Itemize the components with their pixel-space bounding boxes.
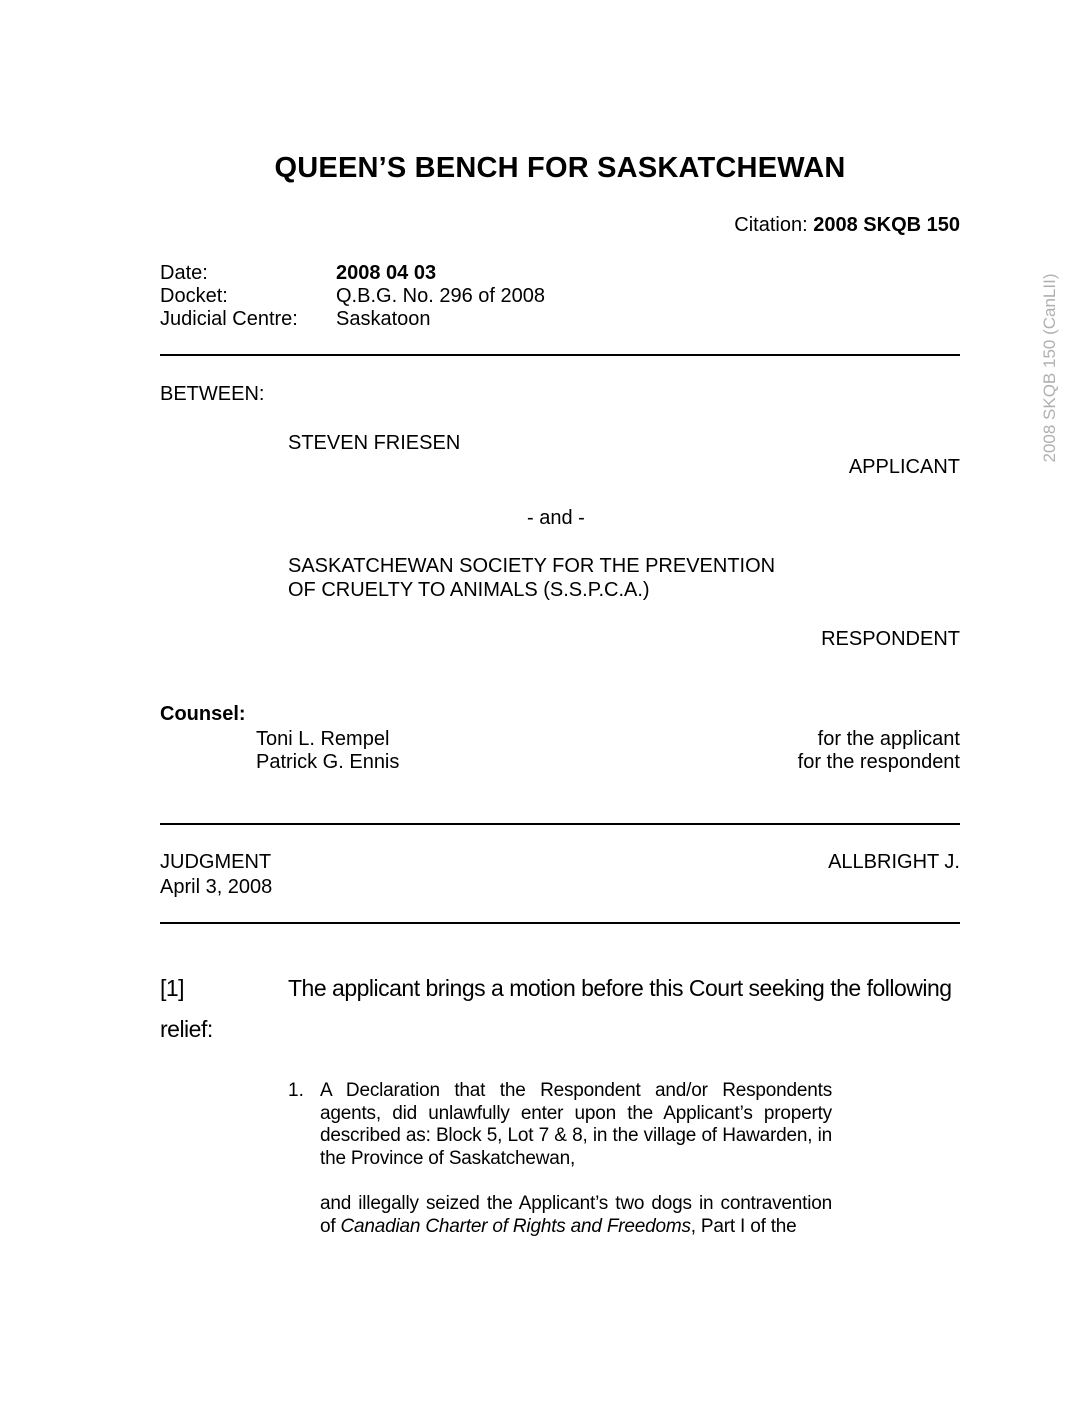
paragraph-number: [1] [160, 975, 185, 1001]
respondent-name-line1: SASKATCHEWAN SOCIETY FOR THE PREVENTION [288, 555, 776, 577]
counsel-name: Patrick G. Ennis [256, 751, 400, 773]
court-title: QUEEN’S BENCH FOR SASKATCHEWAN [274, 152, 846, 184]
docket-value: Q.B.G. No. 296 of 2008 [336, 285, 546, 307]
paragraph-text-line2: relief: [160, 1016, 213, 1042]
respondent-role: RESPONDENT [821, 628, 960, 650]
divider [160, 823, 960, 825]
judicial-centre-value: Saskatoon [336, 308, 431, 330]
citation [734, 214, 960, 237]
date-value: 2008 04 03 [336, 262, 437, 284]
divider [160, 354, 960, 356]
item-text-plain: , Part I of the [690, 1215, 797, 1237]
citation-label: Citation: [734, 214, 808, 236]
counsel-heading: Counsel: [160, 703, 246, 725]
item-text-plain: and illegally seized the Applicant’s two dogs in contravention of [320, 1193, 832, 1237]
counsel-for: for the applicant [817, 728, 960, 750]
judicial-centre-label: Judicial Centre: [160, 308, 298, 330]
counsel-name: Toni L. Rempel [256, 728, 390, 750]
canlii-watermark: 2008 SKQB 150 (CanLII) [1040, 273, 1059, 463]
counsel-for: for the respondent [797, 751, 960, 773]
paragraph-text-line1: The applicant brings a motion before this Court seeking the following [288, 975, 952, 1001]
applicant-name: STEVEN FRIESEN [288, 432, 461, 454]
between-label: BETWEEN: [160, 383, 265, 405]
docket-label: Docket: [160, 285, 228, 307]
respondent-name-line2: OF CRUELTY TO ANIMALS (S.S.P.C.A.) [288, 579, 650, 601]
item-text-continued [320, 1193, 832, 1238]
applicant-role: APPLICANT [848, 456, 960, 478]
judgment-label: JUDGMENT [160, 851, 272, 873]
judgment-date: April 3, 2008 [160, 876, 273, 898]
date-label: Date: [160, 262, 208, 284]
item-text: A Declaration that the Respondent and/or Respondents agents, did unlawfully enter upon the Applicant’s property described as: Block 5, Lot 7 & 8, in the village of Hawarden, in the Province of Saskatchewan, [320, 1080, 832, 1169]
judge-name: ALLBRIGHT J. [828, 851, 960, 873]
item-number: 1. [288, 1080, 304, 1101]
divider [160, 922, 960, 924]
citation-value: 2008 SKQB 150 [813, 214, 960, 236]
charter-title: Canadian Charter of Rights and Freedoms [340, 1215, 691, 1237]
and-separator: - and - [527, 507, 585, 529]
